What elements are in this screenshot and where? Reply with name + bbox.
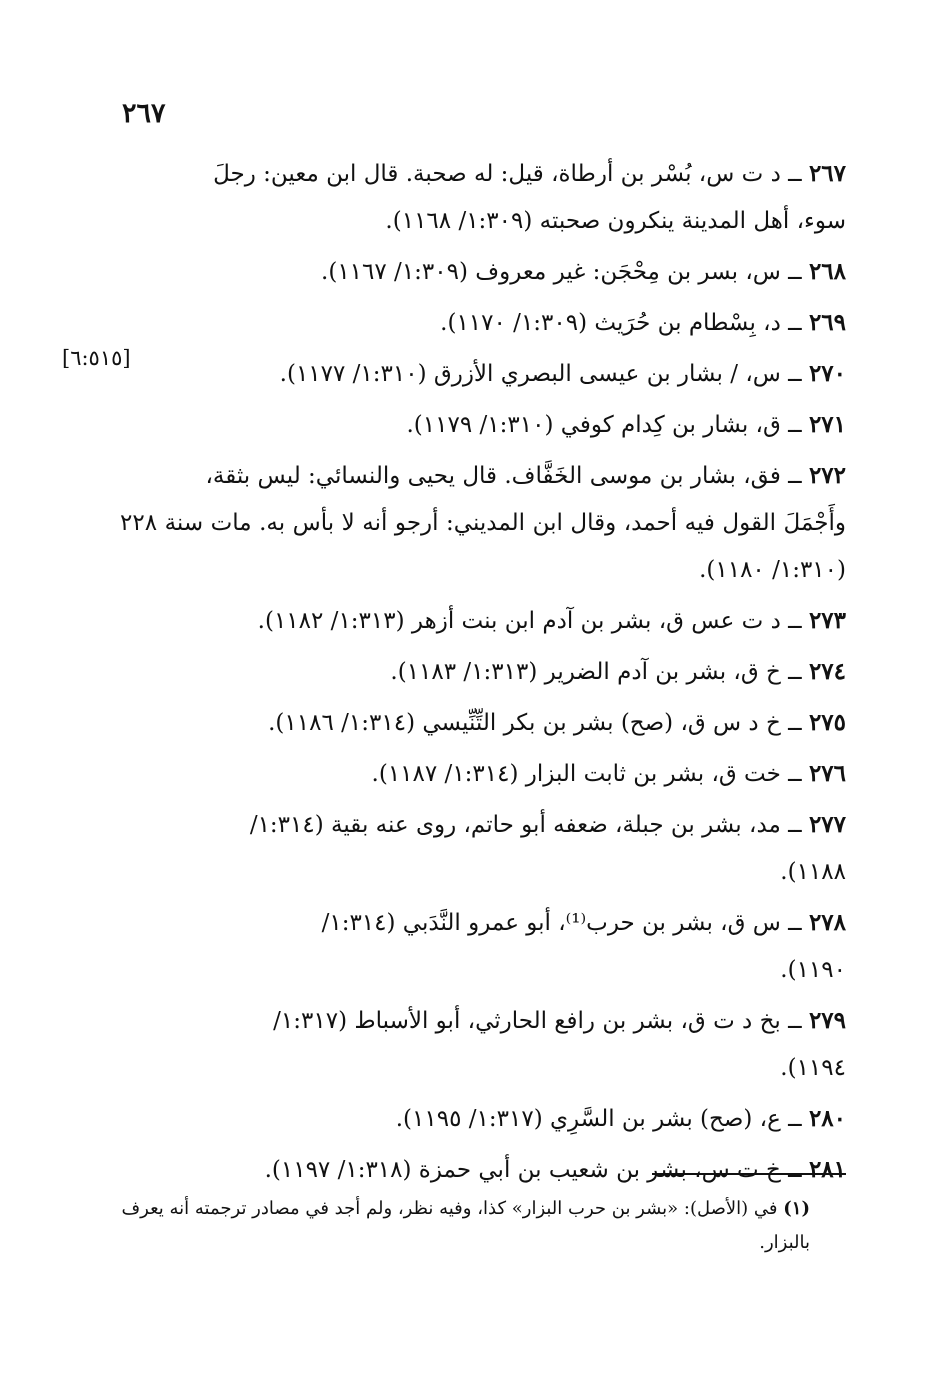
entry-text: ــ س، بسر بن مِحْجَن: غير معروف (١:٣٠٩/ ١١٦٧). bbox=[321, 259, 802, 285]
entry-text: ــ فق، بشار بن موسى الخَفَّاف. قال يحيى والنسائي: ليس بثقة، bbox=[205, 463, 802, 489]
footnotes bbox=[120, 1192, 810, 1260]
entry-text: ــ خت ق، بشر بن ثابت البزار (١:٣١٤/ ١١٨٧). bbox=[371, 761, 802, 787]
entry-number: ٢٧٦ bbox=[808, 760, 846, 787]
footnote-mark: (١) bbox=[783, 1198, 810, 1219]
entry-text: ــ ق، بشار بن كِدام كوفي (١:٣١٠/ ١١٧٩). bbox=[406, 412, 802, 438]
footnote-divider bbox=[652, 1173, 846, 1175]
entry-number: ٢٦٧ bbox=[808, 160, 846, 187]
entry-272 bbox=[120, 452, 846, 594]
entry-number: ٢٧٩ bbox=[808, 1007, 846, 1034]
entry-number: ٢٨١ bbox=[808, 1156, 846, 1183]
entry-number: ٢٧٤ bbox=[808, 658, 846, 685]
entry-number: ٢٧٥ bbox=[808, 709, 846, 736]
entry-text: ــ س، / بشار بن عيسى البصري الأزرق (١:٣١٠/ ١١٧٧). bbox=[279, 361, 802, 387]
entry-number: ٢٧٠ bbox=[808, 360, 846, 387]
entry-text: ــ د ت س، بُسْر بن أرطاة، قيل: له صحبة. قال ابن معين: رجلَ bbox=[213, 161, 802, 187]
entry-270 bbox=[120, 350, 846, 398]
page-number: ٢٦٧ bbox=[122, 98, 166, 129]
entry-269 bbox=[120, 299, 846, 347]
entry-273 bbox=[120, 597, 846, 645]
entry-268 bbox=[120, 248, 846, 296]
entry-text: ــ مد، بشر بن جبلة، ضعفه أبو حاتم، روى عنه بقية (١:٣١٤/ bbox=[249, 812, 802, 838]
entry-number: ٢٦٩ bbox=[808, 309, 846, 336]
entry-text: ــ خ ق، بشر بن آدم الضرير (١:٣١٣/ ١١٨٣). bbox=[390, 659, 802, 685]
entry-text: ــ د ت عس ق، بشر بن آدم ابن بنت أزهر (١:٣١٣/ ١١٨٢). bbox=[257, 608, 802, 634]
entry-number: ٢٧١ bbox=[808, 411, 846, 438]
entry-number: ٢٧٧ bbox=[808, 811, 846, 838]
entry-271 bbox=[120, 401, 846, 449]
entry-text: ــ بخ د ت ق، بشر بن رافع الحارثي، أبو الأسباط (١:٣١٧/ bbox=[273, 1008, 802, 1034]
entry-continuation: ١١٩٤). bbox=[780, 1055, 846, 1081]
entry-text: ــ س ق، بشر بن حرب⁽¹⁾، أبو عمرو النَّدَبي (١:٣١٤/ bbox=[321, 910, 802, 936]
entry-275 bbox=[120, 699, 846, 747]
entry-text: ــ ع، (صح) بشر بن السَّرِي (١:٣١٧/ ١١٩٥). bbox=[395, 1106, 802, 1132]
entry-continuation: ١١٨٨). bbox=[780, 859, 846, 885]
entry-number: ٢٧٨ bbox=[808, 909, 846, 936]
entry-281 bbox=[120, 1146, 846, 1194]
entry-267 bbox=[120, 150, 846, 245]
entry-continuation: سوء، أهل المدينة ينكرون صحبته (١:٣٠٩/ ١١٦٨). bbox=[385, 208, 846, 234]
footnote-1 bbox=[120, 1192, 810, 1260]
entry-279 bbox=[120, 997, 846, 1092]
entry-278 bbox=[120, 899, 846, 994]
entry-text: ــ د، بِسْطام بن حُرَيث (١:٣٠٩/ ١١٧٠). bbox=[440, 310, 802, 336]
entries-list bbox=[120, 150, 846, 1197]
entry-text: ــ خ د س ق، (صح) بشر بن بكر التِّنِّيسي (١:٣١٤/ ١١٨٦). bbox=[268, 710, 802, 736]
entry-276 bbox=[120, 750, 846, 798]
entry-number: ٢٧٢ bbox=[808, 462, 846, 489]
entry-277 bbox=[120, 801, 846, 896]
entry-number: ٢٧٣ bbox=[808, 607, 846, 634]
entry-280 bbox=[120, 1095, 846, 1143]
entry-continuation: ١١٩٠). bbox=[780, 957, 846, 983]
margin-reference: [٦:٥١٥] bbox=[62, 346, 131, 370]
entry-number: ٢٦٨ bbox=[808, 258, 846, 285]
entry-text: ــ خ ت س، بشر بن شعيب بن أبي حمزة (١:٣١٨/ ١١٩٧). bbox=[264, 1157, 802, 1183]
entry-number: ٢٨٠ bbox=[808, 1105, 846, 1132]
entry-continuation: وأَجْمَلَ القول فيه أحمد، وقال ابن المديني: أرجو أنه لا بأس به. مات سنة ٢٢٨ (١:٣١٠/ ١١٨٠). bbox=[120, 510, 846, 583]
footnote-text: في (الأصل): «بشر بن حرب البزار» كذا، وفيه نظر، ولم أجد في مصادر ترجمته أنه يعرف بالبزار. bbox=[121, 1198, 810, 1253]
entry-274 bbox=[120, 648, 846, 696]
